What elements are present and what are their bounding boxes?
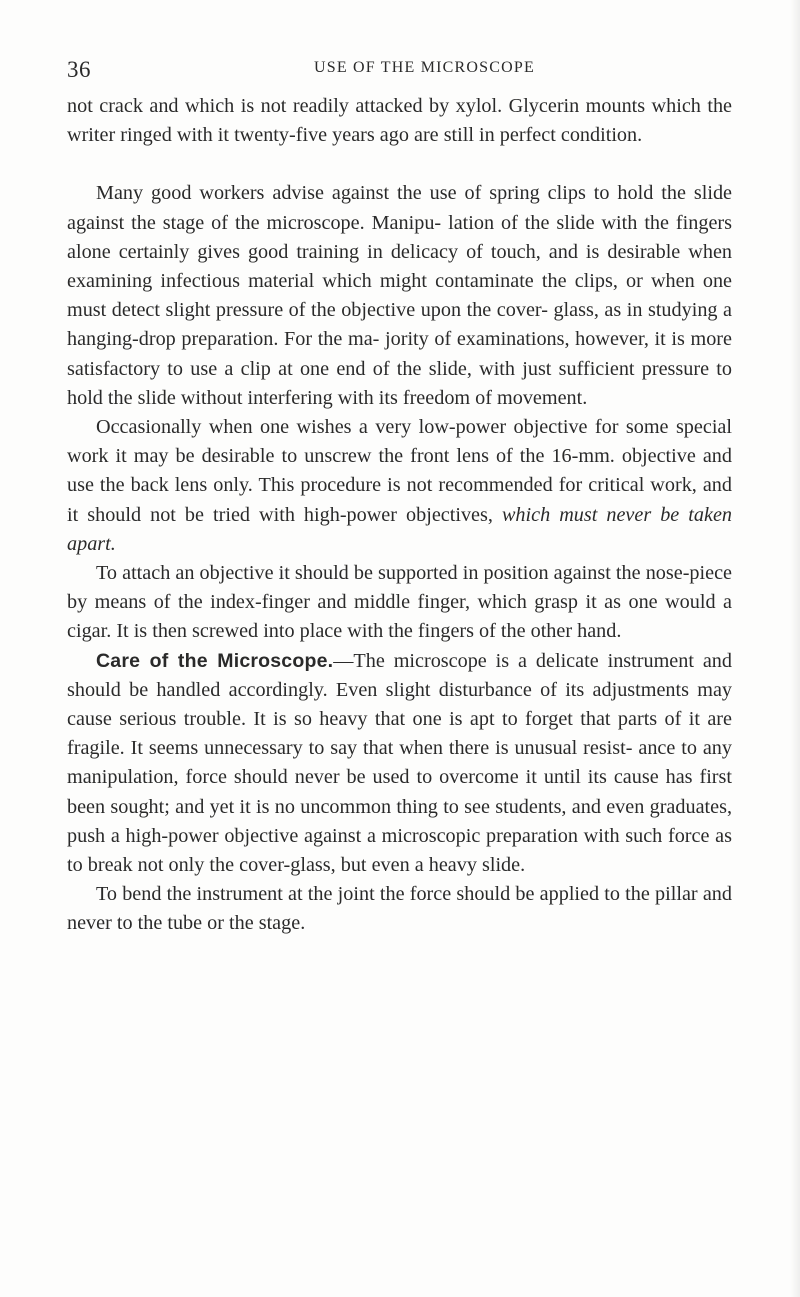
section-heading: Care of the Microscope. (96, 649, 334, 672)
body-text (67, 92, 732, 939)
italic-emphasis: which must never be taken apart. (67, 503, 733, 555)
paragraph-low-power-objective (67, 413, 732, 559)
paragraph-continuation: not crack and which is not readily attacked by xylol. Glycerin mounts which the writer ringed with it twenty-five years ago are still in perfect condition. (67, 95, 732, 147)
paragraph-care-of-microscope (67, 647, 732, 881)
page-edge-shadow (790, 0, 800, 1297)
paragraph-bend-instrument: To bend the instrument at the joint the force should be applied to the pillar and never to the tube or the stage. (67, 883, 732, 935)
paragraph-text: Occasionally when one wishes a very low-power objective for some special work it may be desirable to unscrew the front lens of the 16-mm. objective and use the back lens only. This procedure is not recommended for critical work, and it should not be tried with high-power objectives, (67, 416, 732, 526)
paragraph-attach-objective: To attach an objective it should be supported in position against the nose-piece by means of the index-finger and middle finger, which grasp it as one would a cigar. It is then screwed into place with the fingers of the other hand. (67, 562, 732, 643)
paragraph-text: —The microscope is a delicate instrument and should be handled accordingly. Even slight disturbance of its adjustments may cause serious trouble. It is so heavy that one is apt to forget that parts of it are fragile. It seems unnecessary to say that when there is unusual resist- ance to any manipulation, force should never be used to overcome it until its cause has first been sought; and yet it is no uncommon thing to see students, and even graduates, push a high-power objective against a microscopic preparation with such force as to break not only the cover-glass, but even a heavy slide. (67, 649, 732, 877)
running-head (67, 57, 767, 81)
paragraph-spring-clips: Many good workers advise against the use of spring clips to hold the slide against the stage of the microscope. Manipu- lation of the slide with the fingers alone certainly gives good training in delicacy of touch, and is desirable when examining infectious material which might contaminate the clips, or when one must detect slight pressure of the objective upon the cover- glass, as in studying a hanging-drop preparation. For the ma- jority of examinations, however, it is more satisfactory to use a clip at one end of the slide, with just sufficient pressure to hold the slide without interfering with its freedom of movement. (67, 182, 732, 409)
page-number: 36 (67, 57, 91, 82)
running-head-title: USE OF THE MICROSCOPE (314, 59, 535, 76)
